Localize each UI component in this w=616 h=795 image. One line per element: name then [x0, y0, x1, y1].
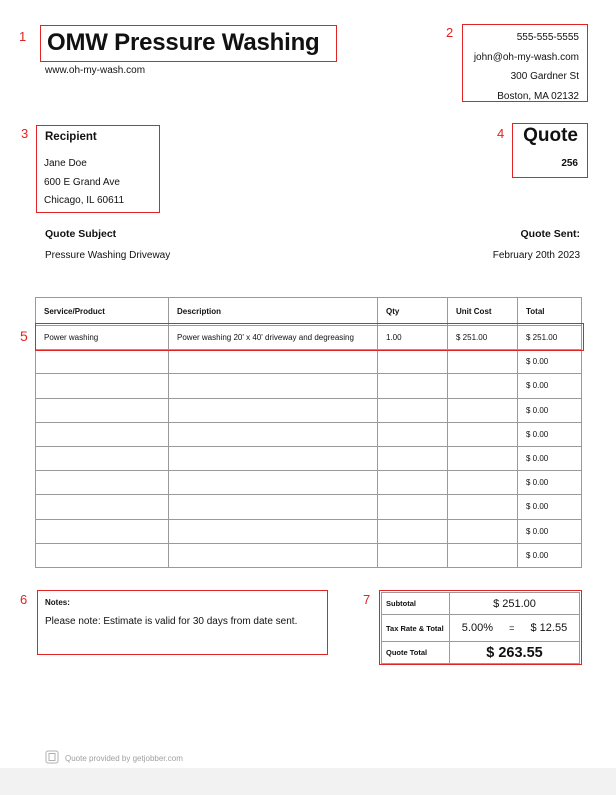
- subtotal-label: Subtotal: [382, 593, 450, 615]
- subtotal-value: $ 251.00: [450, 593, 580, 615]
- quote-subject-value: Pressure Washing Driveway: [45, 250, 171, 261]
- cell-qty: [378, 543, 448, 567]
- cell-unit-cost: [448, 398, 518, 422]
- header-description: Description: [169, 298, 378, 326]
- annotation-marker-3: 3: [21, 126, 29, 141]
- annotation-marker-7: 7: [363, 592, 371, 607]
- cell-unit-cost: [448, 422, 518, 446]
- tax-total: $ 12.55: [530, 622, 568, 634]
- recipient-street: 600 E Grand Ave: [44, 177, 120, 188]
- tax-rate: 5.00%: [461, 622, 493, 634]
- annotation-box-3: [36, 125, 160, 213]
- table-row: [36, 495, 582, 519]
- cell-qty: [378, 471, 448, 495]
- cell-total: $ 0.00: [518, 446, 582, 470]
- cell-service: [36, 495, 169, 519]
- cell-service: [36, 398, 169, 422]
- annotation-box-7: [379, 590, 582, 665]
- cell-service: [36, 471, 169, 495]
- cell-service: [36, 422, 169, 446]
- header-unit-cost: Unit Cost: [448, 298, 518, 326]
- quote-title: Quote: [523, 125, 578, 146]
- cell-total: $ 0.00: [518, 519, 582, 543]
- cell-service: [36, 446, 169, 470]
- company-name: OMW Pressure Washing: [47, 29, 320, 56]
- cell-total: $ 0.00: [518, 471, 582, 495]
- cell-description: [169, 519, 378, 543]
- table-row: [36, 422, 582, 446]
- cell-total: $ 0.00: [518, 543, 582, 567]
- cell-service: [36, 543, 169, 567]
- cell-unit-cost: [448, 543, 518, 567]
- cell-qty: [378, 398, 448, 422]
- header-service: Service/Product: [36, 298, 169, 326]
- cell-unit-cost: [448, 471, 518, 495]
- cell-description: [169, 543, 378, 567]
- quote-total-value: $ 263.55: [450, 642, 580, 664]
- cell-total: $ 0.00: [518, 398, 582, 422]
- quote-sent-label: Quote Sent:: [520, 228, 580, 240]
- cell-qty: 1.00: [378, 326, 448, 350]
- cell-qty: [378, 495, 448, 519]
- header-total: Total: [518, 298, 582, 326]
- cell-description: [169, 350, 378, 374]
- quote-sent-value: February 20th 2023: [492, 250, 580, 261]
- annotation-marker-1: 1: [19, 29, 27, 44]
- footer-text: Quote provided by getjobber.com: [65, 753, 183, 763]
- cell-unit-cost: [448, 519, 518, 543]
- company-website: www.oh-my-wash.com: [45, 65, 146, 76]
- annotation-marker-5: 5: [20, 328, 28, 344]
- company-email: john@oh-my-wash.com: [473, 51, 579, 63]
- cell-description: [169, 398, 378, 422]
- annotation-marker-4: 4: [497, 126, 505, 141]
- cell-total: $ 0.00: [518, 374, 582, 398]
- cell-qty: [378, 374, 448, 398]
- annotation-box-4: [512, 123, 588, 178]
- cell-unit-cost: [448, 374, 518, 398]
- notes-text: Please note: Estimate is valid for 30 days from date sent.: [45, 616, 298, 627]
- cell-description: [169, 374, 378, 398]
- footer: [45, 750, 183, 766]
- cell-qty: [378, 422, 448, 446]
- cell-service: [36, 519, 169, 543]
- tax-label: Tax Rate & Total: [382, 615, 450, 642]
- cell-qty: [378, 350, 448, 374]
- annotation-box-2: [462, 24, 588, 102]
- quote-number: 256: [561, 158, 578, 169]
- cell-unit-cost: [448, 446, 518, 470]
- company-city: Boston, MA 02132: [497, 90, 579, 102]
- annotation-box-6: [37, 590, 328, 655]
- annotation-marker-2: 2: [446, 25, 454, 40]
- table-row: [36, 543, 582, 567]
- cell-description: [169, 422, 378, 446]
- cell-unit-cost: $ 251.00: [448, 326, 518, 350]
- cell-service: Power washing: [36, 326, 169, 350]
- annotation-box-5: [35, 323, 584, 351]
- table-row: [36, 398, 582, 422]
- cell-total: $ 0.00: [518, 422, 582, 446]
- cell-qty: [378, 519, 448, 543]
- cell-description: [169, 446, 378, 470]
- document-icon: [45, 750, 59, 766]
- cell-total: $ 0.00: [518, 495, 582, 519]
- cell-total: $ 251.00: [518, 326, 582, 350]
- cell-total: $ 0.00: [518, 350, 582, 374]
- annotation-box-1: [40, 25, 337, 62]
- cell-service: [36, 350, 169, 374]
- quote-total-label: Quote Total: [382, 642, 450, 664]
- recipient-city: Chicago, IL 60611: [44, 195, 125, 206]
- table-row: [36, 471, 582, 495]
- notes-title: Notes:: [45, 598, 70, 607]
- table-row: [36, 519, 582, 543]
- cell-unit-cost: [448, 495, 518, 519]
- recipient-name: Jane Doe: [44, 158, 87, 169]
- table-row: [36, 350, 582, 374]
- cell-unit-cost: [448, 350, 518, 374]
- table-row: [36, 374, 582, 398]
- cell-description: Power washing 20' x 40' driveway and degreasing: [169, 326, 378, 350]
- quote-subject-label: Quote Subject: [45, 228, 117, 240]
- company-phone: 555-555-5555: [516, 32, 579, 43]
- cell-description: [169, 471, 378, 495]
- table-row: [36, 446, 582, 470]
- annotation-marker-6: 6: [20, 592, 28, 607]
- table-header-row: [36, 298, 582, 326]
- header-qty: Qty: [378, 298, 448, 326]
- tax-equals: =: [509, 623, 515, 633]
- cell-qty: [378, 446, 448, 470]
- cell-description: [169, 495, 378, 519]
- cell-service: [36, 374, 169, 398]
- recipient-title: Recipient: [45, 131, 97, 143]
- bottom-band: [0, 768, 616, 795]
- company-street: 300 Gardner St: [510, 71, 579, 82]
